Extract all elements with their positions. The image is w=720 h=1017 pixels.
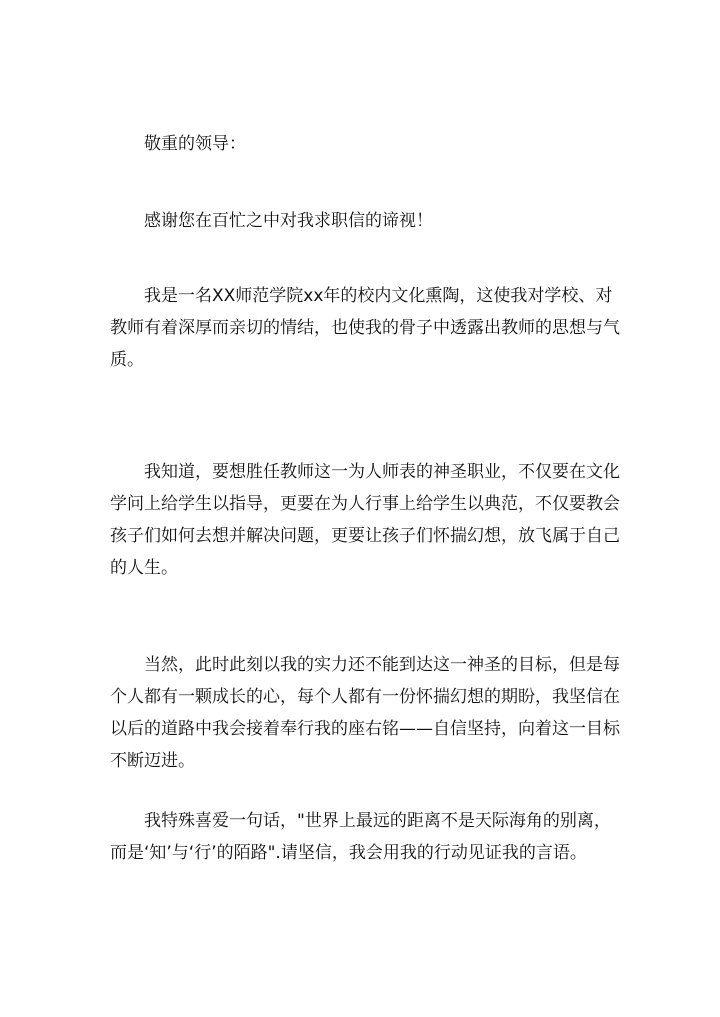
- paragraph-line: 教师有着深厚而亲切的情结，也使我的骨子中透露出教师的思想与气: [110, 318, 620, 338]
- paragraph-line: 当然，此时此刻以我的实力还不能到达这一神圣的目标，但是每: [144, 655, 620, 675]
- paragraph-line: 孩子们如何去想并解决问题，更要让孩子们怀揣幻想，放飞属于自己: [110, 526, 620, 546]
- paragraph-line: 不断迈进。: [110, 751, 195, 771]
- paragraph-line: 而是‘知’与‘行’的陌路".请坚信，我会用我的行动见证我的言语。: [110, 843, 587, 863]
- paragraph-line: 我特殊喜爱一句话，"世界上最远的距离不是天际海角的别离，: [144, 811, 611, 831]
- teaching-vocation-paragraph: [110, 456, 620, 584]
- paragraph-line: 我是一名XX师范学院xx年的校内文化熏陶，这使我对学校、对: [144, 286, 613, 306]
- paragraph-line: 的人生。: [110, 558, 178, 578]
- paragraph-line: 以后的道路中我会接着奉行我的座右铭——自信坚持，向着这一目标: [110, 719, 620, 739]
- thanks-paragraph: [110, 205, 610, 237]
- paragraph-line: 敬重的领导：: [144, 134, 246, 154]
- paragraph-line: 质。: [110, 350, 144, 370]
- introduction-paragraph: [110, 280, 620, 376]
- paragraph-line: 我知道，要想胜任教师这一为人师表的神圣职业，不仅要在文化: [144, 462, 620, 482]
- salutation-paragraph: [110, 128, 610, 160]
- paragraph-line: 学问上给学生以指导，更要在为人行事上给学生以典范，不仅要教会: [110, 494, 620, 514]
- closing-quote-paragraph: [110, 805, 610, 869]
- paragraph-line: 个人都有一颗成长的心，每个人都有一份怀揣幻想的期盼，我坚信在: [110, 687, 620, 707]
- goal-paragraph: [110, 649, 620, 777]
- paragraph-line: 感谢您在百忙之中对我求职信的谛视！: [144, 211, 433, 231]
